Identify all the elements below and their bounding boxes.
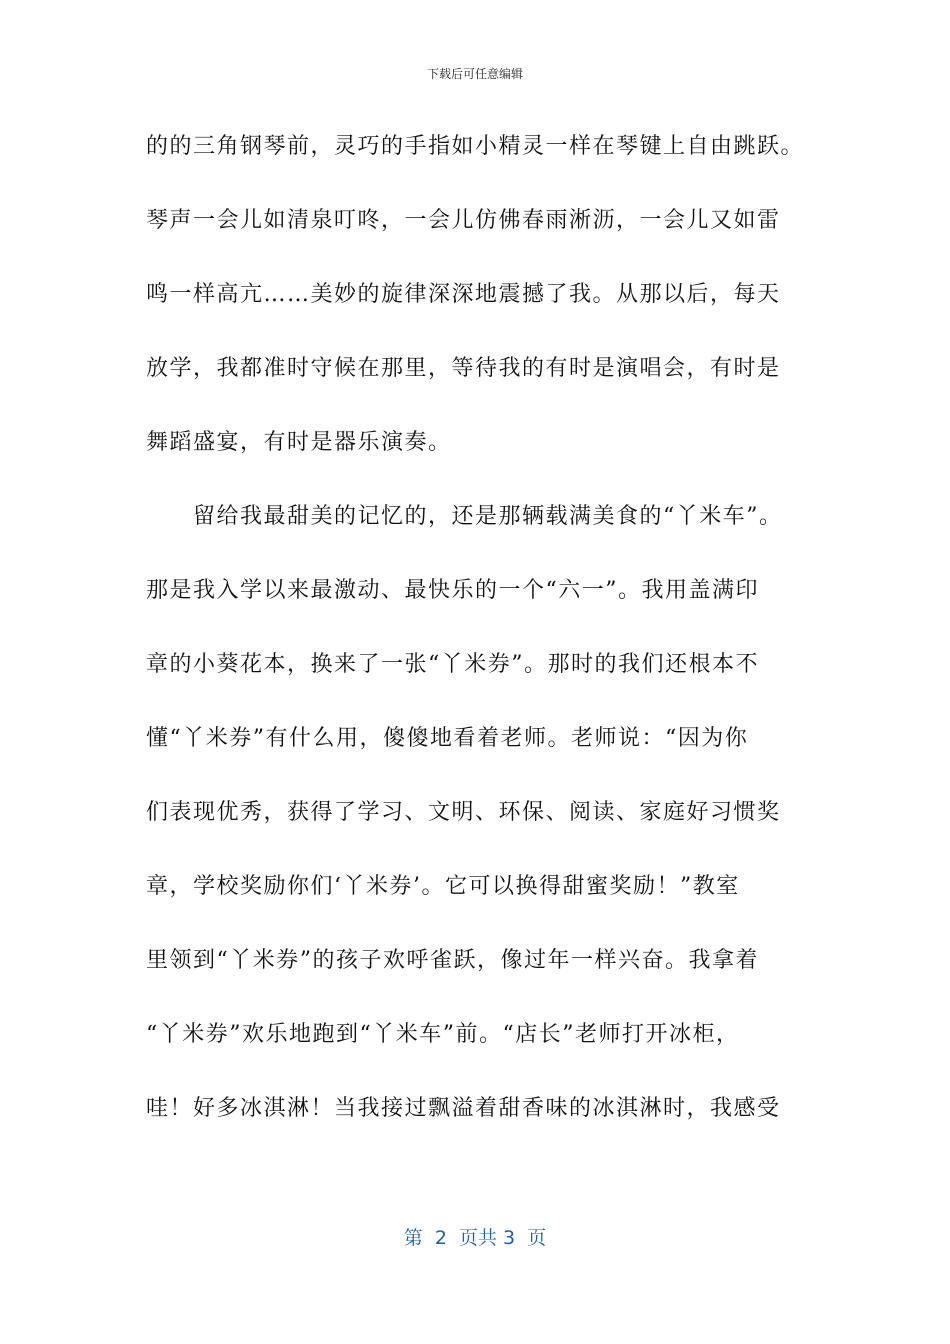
page-header-note: 下载后可任意编辑 bbox=[426, 67, 523, 81]
text-line: 章的小葵花本，换来了一张“丫米券”。那时的我们还根本不 bbox=[146, 652, 759, 677]
text-line: 章，学校奖励你们‘丫米券’。它可以换得甜蜜奖励！”教室 bbox=[146, 874, 740, 899]
text-line: 懂“丫米券”有什么用，傻傻地看着老师。老师说：“因为你 bbox=[146, 726, 749, 751]
text-line: 里领到“丫米券”的孩子欢呼雀跃，像过年一样兴奋。我拿着 bbox=[146, 948, 759, 973]
paragraph-start-line: 留给我最甜美的记忆的，还是那辆载满美食的“丫米车”。 bbox=[193, 504, 783, 529]
text-line: 舞蹈盛宴，有时是器乐演奏。 bbox=[146, 430, 452, 455]
text-line: 琴声一会儿如清泉叮咚，一会儿仿佛春雨淅沥，一会儿又如雷 bbox=[146, 208, 781, 233]
text-line: “丫米券”欢乐地跑到“丫米车”前。“店长”老师打开冰柜， bbox=[146, 1022, 740, 1047]
document-body bbox=[146, 110, 826, 1146]
page-number-footer: 第 2 页共 3 页 bbox=[403, 1227, 547, 1249]
text-line: 鸣一样高亢……美妙的旋律深深地震撼了我。从那以后，每天 bbox=[146, 282, 781, 307]
text-line: 们表现优秀，获得了学习、文明、环保、阅读、家庭好习惯奖 bbox=[146, 800, 781, 825]
text-line: 放学，我都准时守候在那里，等待我的有时是演唱会，有时是 bbox=[146, 356, 781, 381]
text-line: 的的三角钢琴前，灵巧的手指如小精灵一样在琴键上自由跳跃。 bbox=[146, 134, 805, 159]
text-line: 哇！好多冰淇淋！当我接过飘溢着甜香味的冰淇淋时，我感受 bbox=[146, 1096, 781, 1121]
text-line: 那是我入学以来最激动、最快乐的一个“六一”。我用盖满印 bbox=[146, 578, 759, 603]
